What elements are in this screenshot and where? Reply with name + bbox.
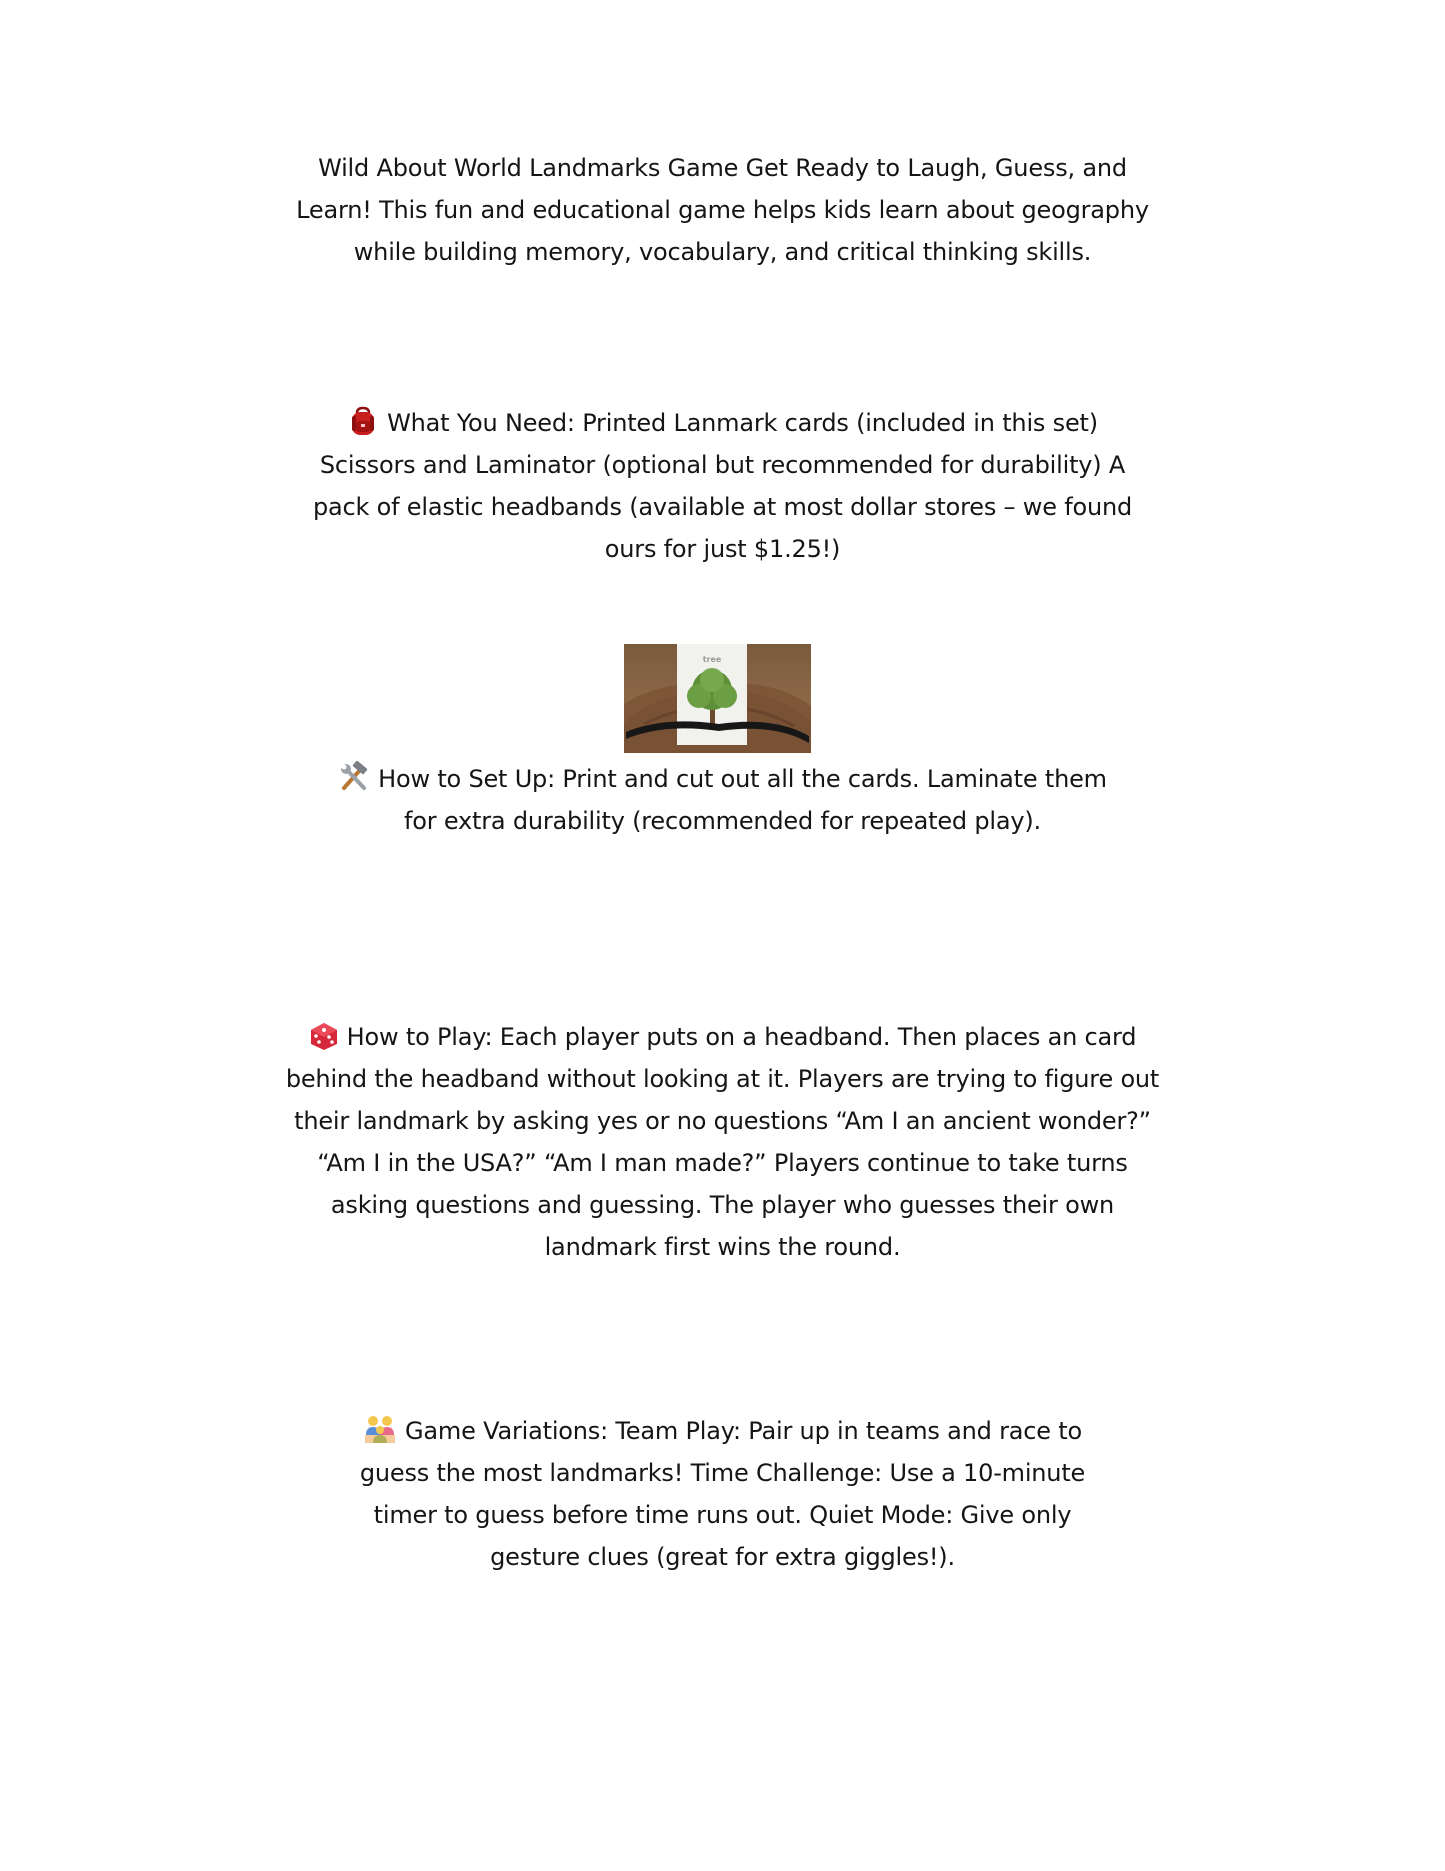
hammer-and-wrench-icon <box>338 761 370 793</box>
backpack-icon <box>347 405 379 437</box>
intro-text: Wild About World Landmarks Game Get Ready to Laugh, Guess, and Learn! This fun and educational game helps kids learn about geography while building memory, vocabulary, and critical thinking skills. <box>296 154 1149 266</box>
dice-icon <box>309 1021 339 1051</box>
how-to-set-up-text: How to Set Up: Print and cut out all the cards. Laminate them for extra durability (recommended for repeated play). <box>378 765 1107 835</box>
headband-card-photo <box>624 644 811 753</box>
how-to-play-paragraph <box>0 1016 1445 1268</box>
game-variations-paragraph <box>0 1410 1445 1578</box>
intro-paragraph <box>0 147 1445 273</box>
card-label: tree <box>702 655 722 664</box>
family-icon <box>363 1413 397 1445</box>
how-to-set-up-paragraph <box>0 758 1445 842</box>
game-variations-text: Game Variations: Team Play: Pair up in teams and race to guess the most landmarks! Time Challenge: Use a 10-minute timer to guess before time runs out. Quiet Mode: Give only gesture clues (great for extra giggles!). <box>359 1417 1086 1571</box>
how-to-play-text: How to Play: Each player puts on a headband. Then places an card behind the headband without looking at it. Players are trying to figure out their landmark by asking yes or no questions “Am I an ancient wonder?” “Am I in the USA?” “Am I man made?” Players continue to take turns asking questions and guessing. The player who guesses their own landmark first wins the round. <box>285 1023 1160 1261</box>
what-you-need-paragraph <box>0 402 1445 570</box>
what-you-need-text: What You Need: Printed Lanmark cards (included in this set) Scissors and Laminator (optional but recommended for durability) A pack of elastic headbands (available at most dollar stores – we found ours for just $1.25!) <box>312 409 1133 563</box>
